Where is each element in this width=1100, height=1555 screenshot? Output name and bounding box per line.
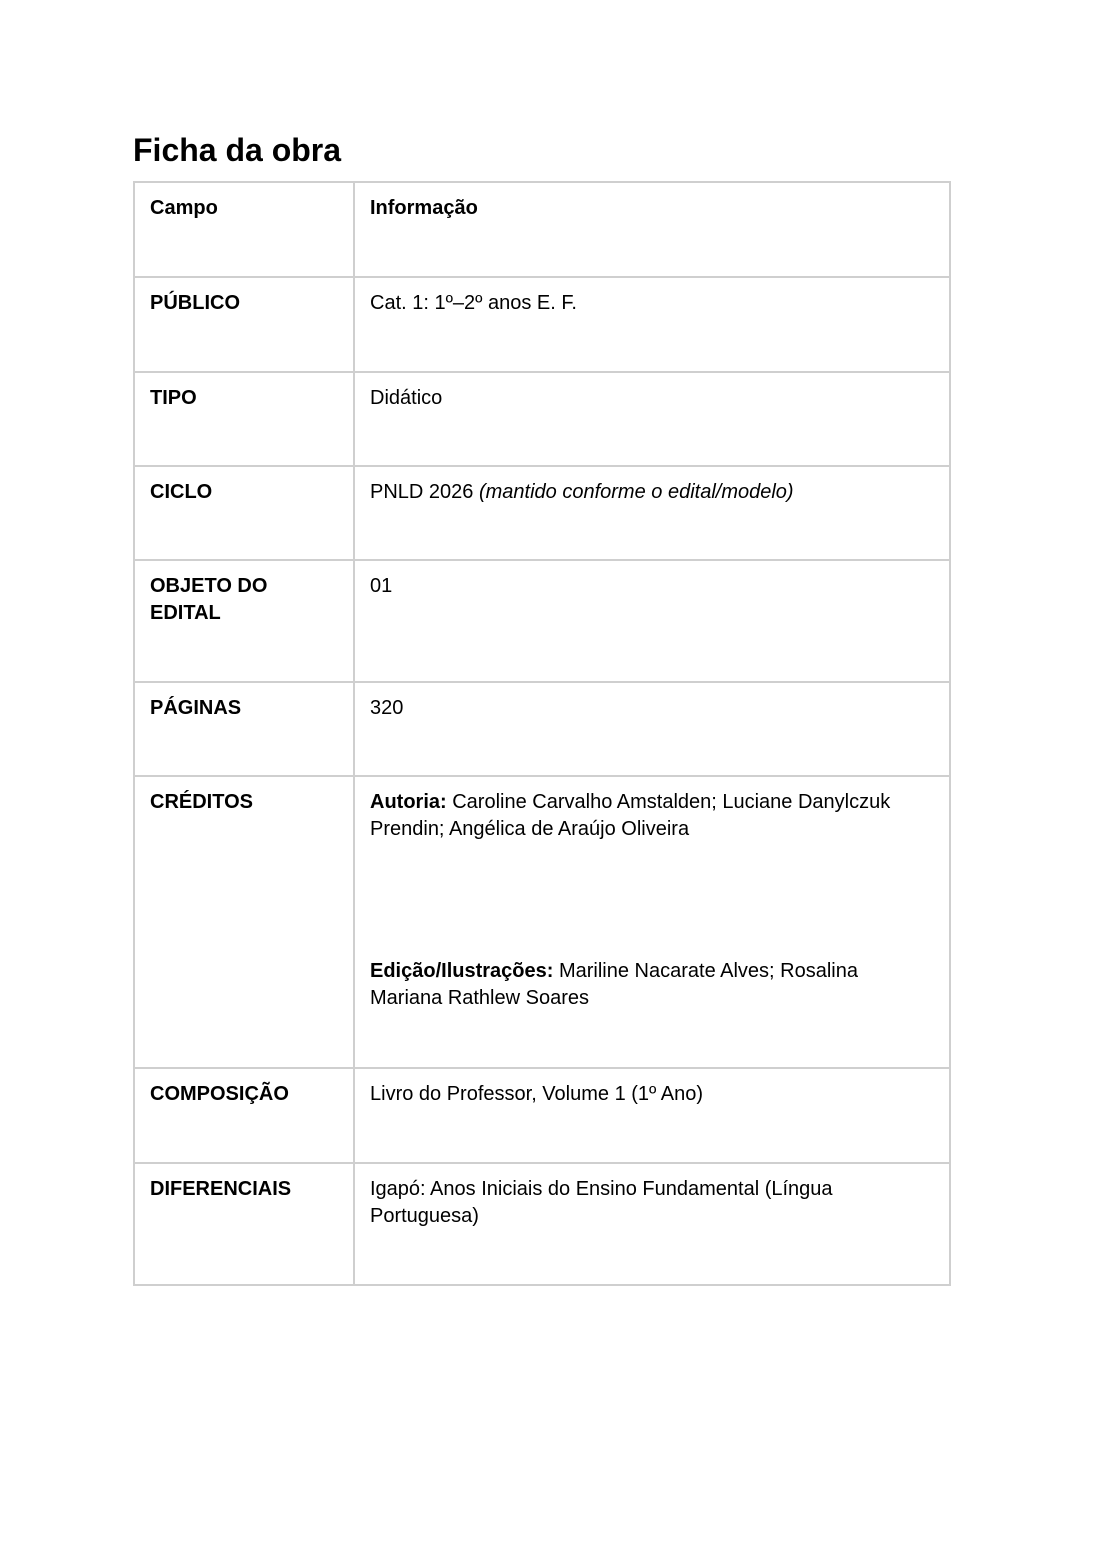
ficha-table xyxy=(133,181,951,1286)
row-label-ciclo: CICLO xyxy=(134,466,354,560)
table-header-row xyxy=(134,182,950,277)
header-campo: Campo xyxy=(134,182,354,277)
row-value-paginas: 320 xyxy=(354,682,950,776)
edicao-label: Edição/Ilustrações: xyxy=(370,960,554,982)
credits-spacer xyxy=(370,843,934,958)
row-value-composicao: Livro do Professor, Volume 1 (1º Ano) xyxy=(354,1068,950,1163)
table-row xyxy=(134,682,950,776)
row-value-objeto: 01 xyxy=(354,560,950,682)
row-value-diferenciais: Igapó: Anos Iniciais do Ensino Fundamental (Língua Portuguesa) xyxy=(354,1163,950,1285)
row-label-tipo: TIPO xyxy=(134,372,354,466)
ciclo-note: (mantido conforme o edital/modelo) xyxy=(478,481,794,503)
row-value-publico: Cat. 1: 1º–2º anos E. F. xyxy=(354,277,950,372)
row-value-creditos xyxy=(354,776,950,1068)
row-label-creditos: CRÉDITOS xyxy=(134,776,354,1068)
ciclo-value: PNLD 2026 xyxy=(370,481,474,503)
table-row xyxy=(134,1068,950,1163)
page-title: Ficha da obra xyxy=(133,132,342,168)
table-row xyxy=(134,466,950,560)
credits-autoria xyxy=(370,789,934,843)
row-label-objeto: OBJETO DO EDITAL xyxy=(134,560,354,682)
autoria-value: Caroline Carvalho Amstalden; Luciane Danylczuk Prendin; Angélica de Araújo Oliveira xyxy=(370,791,891,840)
credits-edicao xyxy=(370,958,934,1012)
row-value-ciclo xyxy=(354,466,950,560)
autoria-label: Autoria: xyxy=(370,791,447,813)
row-label-publico: PÚBLICO xyxy=(134,277,354,372)
header-informacao: Informação xyxy=(354,182,950,277)
row-value-tipo: Didático xyxy=(354,372,950,466)
row-label-composicao: COMPOSIÇÃO xyxy=(134,1068,354,1163)
table-row xyxy=(134,372,950,466)
row-label-paginas: PÁGINAS xyxy=(134,682,354,776)
row-label-diferenciais: DIFERENCIAIS xyxy=(134,1163,354,1285)
table-row xyxy=(134,776,950,1068)
table-row xyxy=(134,560,950,682)
edicao-value: Mariline Nacarate Alves; Rosalina Mariana Rathlew Soares xyxy=(370,960,858,1009)
table-row xyxy=(134,1163,950,1285)
table-row xyxy=(134,277,950,372)
